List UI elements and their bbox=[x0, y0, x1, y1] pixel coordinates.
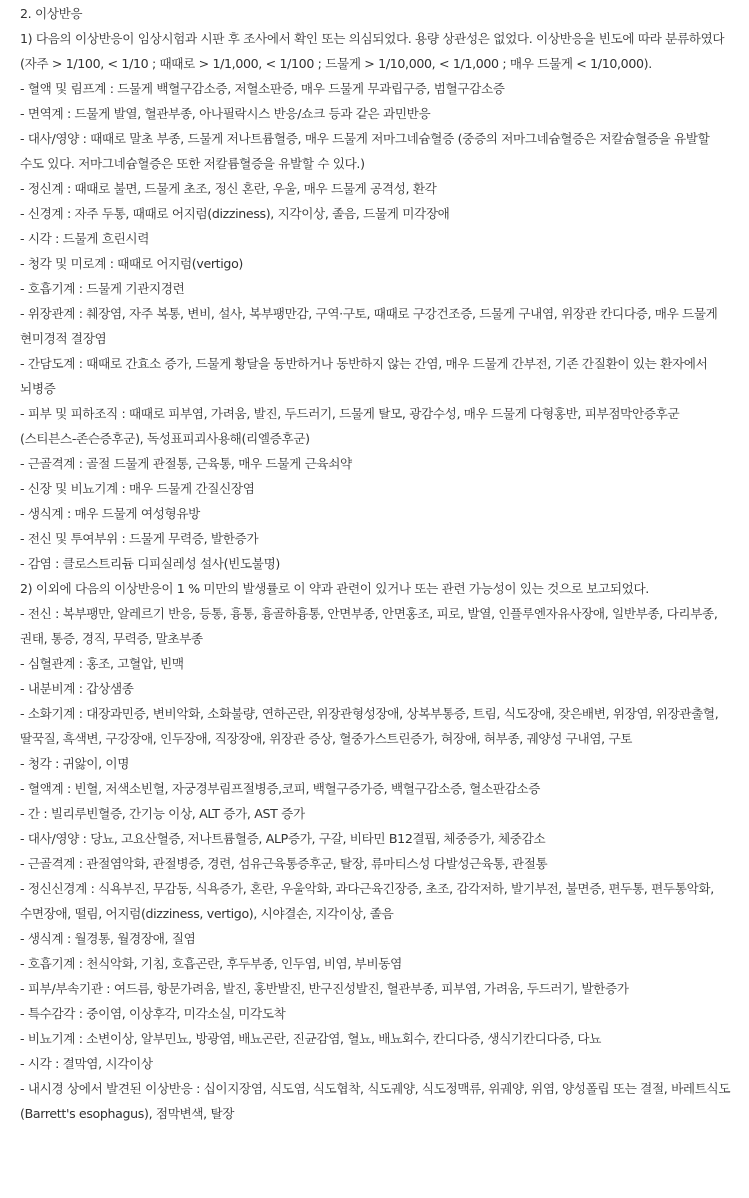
list-item-reproductive-2: - 생식계 : 월경통, 월경장애, 질염 bbox=[20, 931, 196, 946]
list-item-special-senses: - 특수감각 : 중이염, 이상후각, 미각소실, 미각도착 bbox=[20, 1006, 286, 1021]
list-item-metabolic-nutrition: - 대사/영양 : 당뇨, 고요산혈증, 저나트륨혈증, ALP증가, 구갈, 비타민 B12결핍, 체중증가, 체중감소 bbox=[20, 831, 546, 846]
intro-paragraph-2: 2) 이외에 다음의 이상반응이 1 % 미만의 발생률로 이 약과 관련이 있거나 또는 관련 가능성이 있는 것으로 보고되었다. bbox=[20, 581, 649, 596]
list-item-endoscopic: - 내시경 상에서 발견된 이상반응 : 십이지장염, 식도염, 식도협착, 식도궤양, 식도정맥류, 위궤양, 위염, 양성폴립 또는 결절, 바레트식도(Barrett's esophagus), 점막변색, 탈장 bbox=[20, 1081, 731, 1121]
list-item-respiratory: - 호흡기계 : 드물게 기관지경련 bbox=[20, 281, 185, 296]
list-item-immune: - 면역계 : 드물게 발열, 혈관부종, 아나필락시스 반응/쇼크 등과 같은 과민반응 bbox=[20, 106, 431, 121]
list-item-skin: - 피부 및 피하조직 : 때때로 피부염, 가려움, 발진, 두드러기, 드물게 탈모, 광감수성, 매우 드물게 다형홍반, 피부점막안증후군(스티븐스-존슨증후군), 독성표피괴사용해(리엘증후군) bbox=[20, 406, 680, 446]
list-item-cardiovascular: - 심혈관계 : 홍조, 고혈압, 빈맥 bbox=[20, 656, 184, 671]
list-item-endocrine: - 내분비계 : 갑상샘종 bbox=[20, 681, 134, 696]
list-item-infection: - 감염 : 클로스트리듐 디피실레성 설사(빈도불명) bbox=[20, 556, 280, 571]
list-item-musculoskeletal-2: - 근골격계 : 관절염악화, 관절병증, 경련, 섬유근육통증후군, 탈장, 류마티스성 다발성근육통, 관절통 bbox=[20, 856, 548, 871]
list-item-liver: - 간 : 빌리루빈혈증, 간기능 이상, ALT 증가, AST 증가 bbox=[20, 806, 305, 821]
list-item-hearing: - 청각 : 귀앓이, 이명 bbox=[20, 756, 130, 771]
list-item-body-whole: - 전신 : 복부팽만, 알레르기 반응, 등통, 흉통, 흉골하흉통, 안면부종, 안면홍조, 피로, 발열, 인플루엔자유사장애, 일반부종, 다리부종, 권태, 통증, 경직, 무력증, 말초부종 bbox=[20, 606, 718, 646]
list-item-general: - 전신 및 투여부위 : 드물게 무력증, 발한증가 bbox=[20, 531, 259, 546]
list-item-urogenital: - 비뇨기계 : 소변이상, 알부민뇨, 방광염, 배뇨곤란, 진균감염, 혈뇨, 배뇨회수, 칸디다증, 생식기칸디다증, 다뇨 bbox=[20, 1031, 602, 1046]
list-item-hematologic: - 혈액계 : 빈혈, 저색소빈혈, 자궁경부림프절병증,코피, 백혈구증가증, 백혈구감소증, 혈소판감소증 bbox=[20, 781, 541, 796]
list-item-hepatobiliary: - 간담도계 : 때때로 간효소 증가, 드물게 황달을 동반하거나 동반하지 않는 간염, 매우 드물게 간부전, 기존 간질환이 있는 환자에서 뇌병증 bbox=[20, 356, 708, 396]
list-item-renal: - 신장 및 비뇨기계 : 매우 드물게 간질신장염 bbox=[20, 481, 255, 496]
list-item-vision-2: - 시각 : 결막염, 시각이상 bbox=[20, 1056, 153, 1071]
list-item-respiratory-2: - 호흡기계 : 천식악화, 기침, 호흡곤란, 후두부종, 인두염, 비염, 부비동염 bbox=[20, 956, 402, 971]
list-item-vision: - 시각 : 드물게 흐린시력 bbox=[20, 231, 150, 246]
list-item-neuropsychiatric: - 정신신경계 : 식욕부진, 무감동, 식욕증가, 혼란, 우울악화, 과다근육긴장증, 초조, 감각저하, 발기부전, 불면증, 편두통, 편두통악화, 수면장애, 떨림, 어지럼(dizziness, vertigo), 시야결손, 지각이상, 졸음 bbox=[20, 881, 714, 921]
list-item-ear: - 청각 및 미로계 : 때때로 어지럼(vertigo) bbox=[20, 256, 243, 271]
list-item-psychiatric: - 정신계 : 때때로 불면, 드물게 초조, 정신 혼란, 우울, 매우 드물게 공격성, 환각 bbox=[20, 181, 437, 196]
section-heading: 2. 이상반응 bbox=[20, 6, 83, 21]
intro-paragraph-1: 1) 다음의 이상반응이 임상시험과 시판 후 조사에서 확인 또는 의심되었다. 용량 상관성은 없었다. 이상반응을 빈도에 따라 분류하였다(자주 > 1/100, < 1/10 ; 때때로 > 1/1,000, < 1/100 ; 드물게 > 1/10,000, < 1/1,000 ; 매우 드물게 < 1/10,000). bbox=[20, 31, 725, 71]
list-item-reproductive: - 생식계 : 매우 드물게 여성형유방 bbox=[20, 506, 200, 521]
list-item-musculoskeletal: - 근골격계 : 골절 드물게 관절통, 근육통, 매우 드물게 근육쇠약 bbox=[20, 456, 352, 471]
list-item-nervous: - 신경계 : 자주 두통, 때때로 어지럼(dizziness), 지각이상, 졸음, 드물게 미각장애 bbox=[20, 206, 450, 221]
list-item-metabolism: - 대사/영양 : 때때로 말초 부종, 드물게 저나트륨혈증, 매우 드물게 저마그네슘혈증 (중증의 저마그네슘혈증은 저칼슘혈증을 유발할 수도 있다. 저마그네슘혈증은 또한 저칼륨혈증을 유발할 수 있다.) bbox=[20, 131, 710, 171]
list-item-gastrointestinal: - 위장관계 : 췌장염, 자주 복통, 변비, 설사, 복부팽만감, 구역·구토, 때때로 구강건조증, 드물게 구내염, 위장관 칸디다증, 매우 드물게 현미경적 결장염 bbox=[20, 306, 718, 346]
list-item-digestive: - 소화기계 : 대장과민증, 변비악화, 소화불량, 연하곤란, 위장관형성장애, 상복부통증, 트림, 식도장애, 잦은배변, 위장염, 위장관출혈, 딸꾹질, 흑색변, 구강장애, 인두장애, 직장장애, 위장관 증상, 혈중가스트린증가, 혀장애, 혀부종, 궤양성 구내염, 구토 bbox=[20, 706, 719, 746]
list-item-skin-appendages: - 피부/부속기관 : 여드름, 항문가려움, 발진, 홍반발진, 반구진성발진, 혈관부종, 피부염, 가려움, 두드러기, 발한증가 bbox=[20, 981, 629, 996]
list-item-blood-lymph: - 혈액 및 림프계 : 드물게 백혈구감소증, 저혈소판증, 매우 드물게 무과립구증, 범혈구감소증 bbox=[20, 81, 505, 96]
